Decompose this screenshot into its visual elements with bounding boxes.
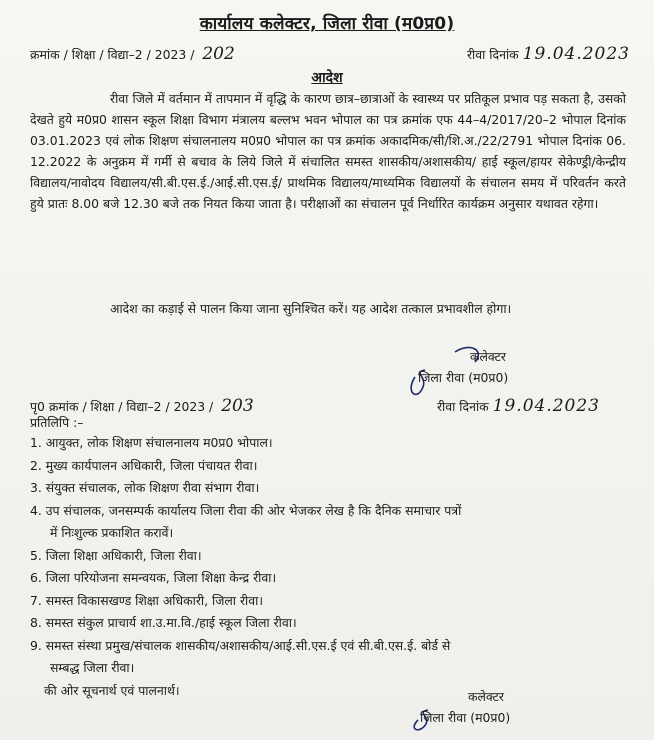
recipient-text: 7. समस्त विकासखण्ड शिक्षा अधिकारी, जिला रीवा। <box>30 592 264 608</box>
order-date <box>467 44 630 65</box>
list-item <box>30 590 626 613</box>
endorsement-number: 203 <box>221 396 254 416</box>
recipient-text: 4. उप संचालक, जनसम्पर्क कार्यालय जिला रीवा की ओर भेजकर लेख है कि दैनिक समाचार पत्रों <box>30 502 462 518</box>
reference-prefix: क्रमांक / शिक्षा / विद्या–2 / 2023 / <box>30 47 195 62</box>
date-value: 19.04.2023 <box>522 44 630 64</box>
recipient-text: 1. आयुक्त, लोक शिक्षण संचालनालय म0प्र0 भोपाल। <box>30 435 273 450</box>
recipient-text: 2. मुख्य कार्यपालन अधिकारी, जिला पंचायत रीवा। <box>30 457 258 473</box>
list-item <box>30 612 626 635</box>
list-item <box>30 635 626 680</box>
signature-1-district: जिला रीवा (म0प्र0) <box>418 370 509 385</box>
order-heading: आदेश <box>311 70 343 86</box>
office-title: कार्यालय कलेक्टर, जिला रीवा (म0प्र0) <box>199 14 455 34</box>
date-label: रीवा दिनांक <box>466 47 519 62</box>
endorsement-date-value: 19.04.2023 <box>492 396 600 416</box>
copy-label: प्रतिलिपि :– <box>30 415 84 430</box>
signature-2-district: जिला रीवा (म0प्र0) <box>420 710 511 725</box>
recipient-text: 6. जिला परियोजना समन्वयक, जिला शिक्षा केन्द्र रीवा। <box>30 570 277 585</box>
list-item <box>30 477 626 500</box>
recipient-text: 8. समस्त संकुल प्राचार्य शा.उ.मा.वि./हाई स्कूल जिला रीवा। <box>30 615 297 630</box>
recipient-list <box>30 432 626 702</box>
list-item <box>30 545 626 568</box>
list-item <box>30 432 626 455</box>
recipient-text-continued: में निःशुल्क प्रकाशित करावें। <box>50 525 174 540</box>
recipient-text-continued: सम्बद्ध जिला रीवा। <box>50 660 135 675</box>
list-item <box>30 455 626 478</box>
recipient-text: 3. संयुक्त संचालक, लोक शिक्षण रीवा संभाग रीवा। <box>30 480 260 495</box>
endorsement-date-label: रीवा दिनांक <box>436 399 489 414</box>
reference-number: 202 <box>202 44 235 64</box>
closing-text: की ओर सूचनार्थ एवं पालनार्थ। <box>44 682 180 698</box>
order-paragraph-1: रीवा जिले में वर्तमान में तापमान में वृद्धि के कारण छात्र–छात्राओं के स्वास्थ्य पर प्रतिकूल प्रभाव पड़ सकता है, उसको देखते हुये म0प्र0 शासन स्कूल शिक्षा विभाग मंत्रालय बल्लभ भवन भोपाल का पत्र क्रमांक एफ 44–4/2017/20–2 भोपाल दिनांक 03.01.2023 एवं लोक शिक्षण संचालनालय म0प्र0 भोपाल का पत्र क्रमांक अकादमिक/सी/शि.अ./22/2791 भोपाल दिनांक 06. 12.2022 के अनुक्रम में गर्मी से बचाव के लिये जिले में संचालित समस्त शासकीय/अशासकीय/ हाई स्कूल/हायर सेकेण्ड्री/केन्द्रीय विद्यालय/नावोदय विद्यालय/सी.बी.एस.ई./आई.सी.एस.ई/ प्राथमिक विद्यालय/माध्यमिक विद्यालयों के संचालन समय में परिवर्तन करते हुये प्रातः 8.00 बजे 12.30 बजे तक नियत किया जाता है। परीक्षाओं का संचालन पूर्व निर्धारित कार्यक्रम अनुसार यथावत रहेगा। <box>30 91 626 211</box>
reference-line <box>30 44 630 65</box>
signature-1-designation: कलेक्टर <box>470 349 506 364</box>
recipient-text: 9. समस्त संस्था प्रमुख/संचालक शासकीय/अशासकीय/आई.सी.एस.ई एवं सी.बी.एस.ई. बोर्ड से <box>30 637 451 653</box>
list-item <box>30 680 626 703</box>
list-item <box>30 500 626 545</box>
recipient-text: 5. जिला शिक्षा अधिकारी, जिला रीवा। <box>30 547 202 563</box>
signature-2-designation: कलेक्टर <box>468 689 504 704</box>
endorsement-prefix: पृ0 क्रमांक / शिक्षा / विद्या–2 / 2023 / <box>30 399 214 414</box>
order-paragraph-2: आदेश का कड़ाई से पालन किया जाना सुनिश्चित करें। यह आदेश तत्काल प्रभावशील होगा। <box>110 301 512 316</box>
list-item <box>30 567 626 590</box>
